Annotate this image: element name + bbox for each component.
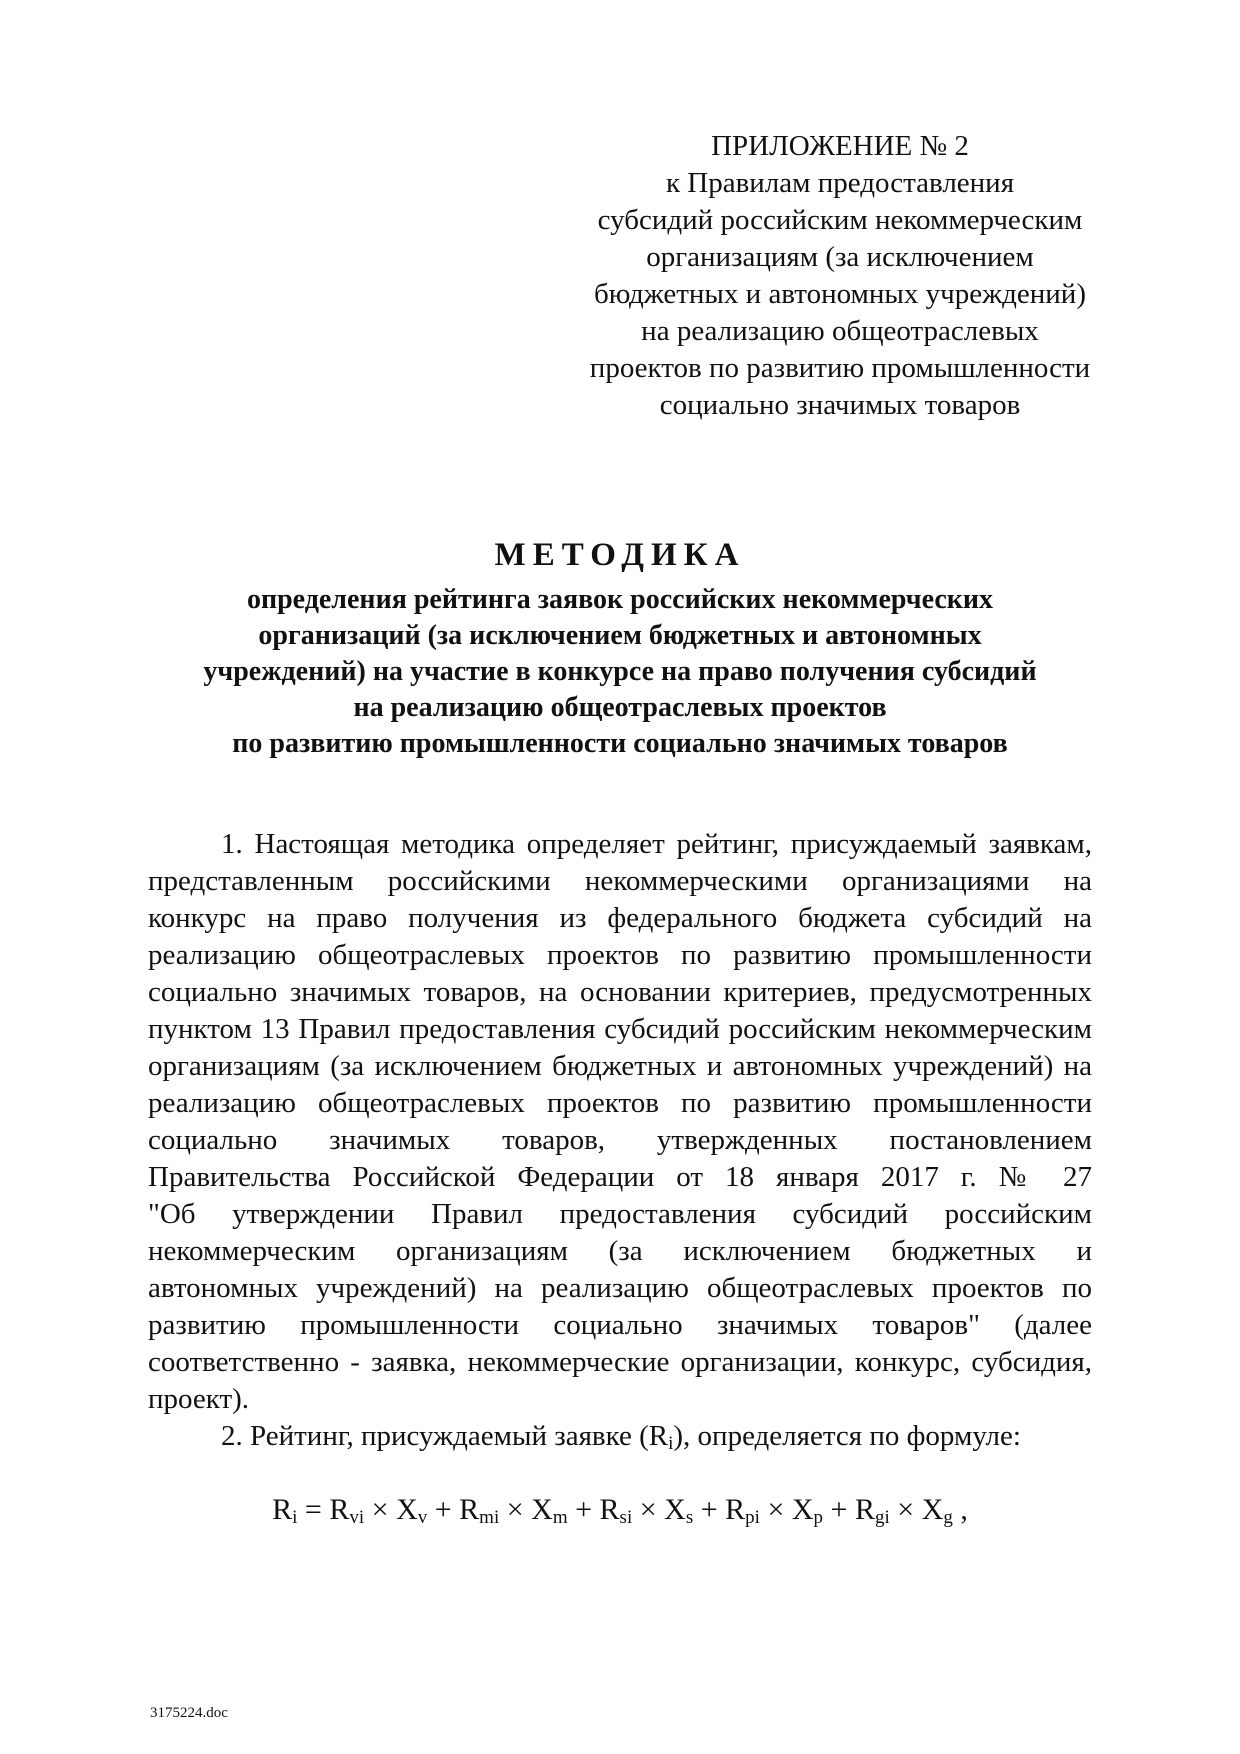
- formula-operator: +: [693, 1493, 726, 1526]
- formula-symbol: R: [459, 1493, 480, 1526]
- document-title: МЕТОДИКА: [494, 537, 746, 573]
- formula-symbol: R: [725, 1493, 746, 1526]
- paragraph-line: социально значимых товаров, на основании критериев, предусмотренных: [148, 976, 1092, 1008]
- paragraph-line: организациям (за исключением бюджетных и автономных учреждений) на: [148, 1050, 1092, 1082]
- formula-subscript: vi: [349, 1507, 365, 1528]
- appendix-line: проектов по развитию промышленности: [589, 352, 1091, 384]
- formula-operator: ×: [499, 1493, 532, 1526]
- formula-symbol: R: [329, 1493, 350, 1526]
- paragraph-line: социально значимых товаров, утвержденных постановлением: [148, 1124, 1092, 1156]
- document-subtitle: [150, 582, 1090, 762]
- paragraph-line: некоммерческим организациям (за исключением бюджетных и: [148, 1235, 1092, 1267]
- appendix-header: [560, 128, 1120, 424]
- subtitle-line: на реализацию общеотраслевых проектов: [353, 692, 887, 723]
- formula-symbol: X: [791, 1493, 814, 1526]
- subtitle-line: по развитию промышленности социально значимых товаров: [232, 728, 1008, 759]
- paragraph-line: "Об утверждении Правил предоставления субсидий российским: [148, 1198, 1092, 1230]
- file-name-footer: 3175224.doc: [150, 1705, 228, 1721]
- formula-subscript: mi: [479, 1507, 500, 1528]
- formula-subscript: i: [292, 1507, 298, 1528]
- subtitle-line: определения рейтинга заявок российских некоммерческих: [246, 584, 994, 615]
- formula-operator: ×: [632, 1493, 665, 1526]
- paragraph-line: реализацию общеотраслевых проектов по развитию промышленности: [148, 939, 1092, 971]
- formula-symbol: X: [531, 1493, 553, 1526]
- paragraph-line: конкурс на право получения из федерального бюджета субсидий на: [148, 902, 1092, 934]
- formula-subscript: gi: [874, 1507, 890, 1528]
- appendix-line: субсидий российским некоммерческим: [597, 204, 1083, 236]
- formula-operator: +: [823, 1493, 855, 1526]
- paragraph-line: представленным российскими некоммерческими организациями на: [148, 865, 1092, 897]
- appendix-line: организациям (за исключением: [646, 241, 1034, 273]
- paragraph-line: развитию промышленности социально значимых товаров" (далее: [148, 1309, 1092, 1341]
- document-body: [148, 826, 1092, 1462]
- formula-symbol: X: [921, 1493, 944, 1526]
- paragraph-line: 1. Настоящая методика определяет рейтинг, присуждаемый заявкам,: [221, 828, 1092, 860]
- formula-symbol: X: [396, 1493, 418, 1526]
- appendix-line: на реализацию общеотраслевых: [641, 315, 1039, 347]
- appendix-line: к Правилам предоставления: [665, 167, 1015, 199]
- formula-subscript: v: [417, 1507, 428, 1528]
- formula-subscript: p: [813, 1507, 824, 1528]
- paragraph-line: [148, 1418, 1092, 1462]
- formula-subscript: pi: [745, 1507, 760, 1528]
- appendix-line: социально значимых товаров: [659, 389, 1021, 421]
- paragraph-line: пунктом 13 Правил предоставления субсидий российским некоммерческим: [148, 1013, 1092, 1045]
- paragraph-line: реализацию общеотраслевых проектов по развитию промышленности: [148, 1087, 1092, 1119]
- paragraph-line: проект).: [148, 1383, 250, 1415]
- rating-formula: [0, 1490, 1240, 1538]
- formula-operator: =: [297, 1493, 330, 1526]
- formula-symbol: R: [599, 1493, 620, 1526]
- appendix-line: бюджетных и автономных учреждений): [594, 278, 1086, 310]
- formula-operator: ,: [952, 1493, 968, 1526]
- formula-symbol: R: [854, 1493, 875, 1526]
- formula-operator: ×: [889, 1493, 922, 1526]
- appendix-number: ПРИЛОЖЕНИЕ № 2: [711, 130, 969, 162]
- formula-symbol: R: [272, 1493, 293, 1526]
- subtitle-line: учреждений) на участие в конкурсе на право получения субсидий: [203, 656, 1037, 687]
- paragraph-line: автономных учреждений) на реализацию общеотраслевых проектов по: [148, 1272, 1092, 1304]
- paragraph-1: [148, 826, 1092, 1418]
- formula-symbol: X: [664, 1493, 686, 1526]
- paragraph-line: Правительства Российской Федерации от 18 января 2017 г. № 27: [148, 1161, 1092, 1193]
- formula-operator: +: [567, 1493, 600, 1526]
- paragraph-2-text-start: 2. Рейтинг, присуждаемый заявке (R: [221, 1420, 669, 1452]
- subtitle-line: организаций (за исключением бюджетных и автономных: [258, 620, 982, 651]
- formula-operator: ×: [364, 1493, 397, 1526]
- formula-operator: ×: [759, 1493, 792, 1526]
- formula-subscript: si: [619, 1507, 633, 1528]
- paragraph-line: соответственно - заявка, некоммерческие организации, конкурс, субсидия,: [148, 1346, 1092, 1378]
- paragraph-2: [148, 1418, 1092, 1462]
- paragraph-2-text-end: ), определяется по формуле:: [673, 1420, 1021, 1452]
- paragraph-2-subscript: i: [668, 1433, 674, 1454]
- formula-subscript: s: [685, 1507, 694, 1528]
- formula-subscript: m: [552, 1507, 568, 1528]
- formula-operator: +: [427, 1493, 460, 1526]
- formula-subscript: g: [943, 1507, 953, 1528]
